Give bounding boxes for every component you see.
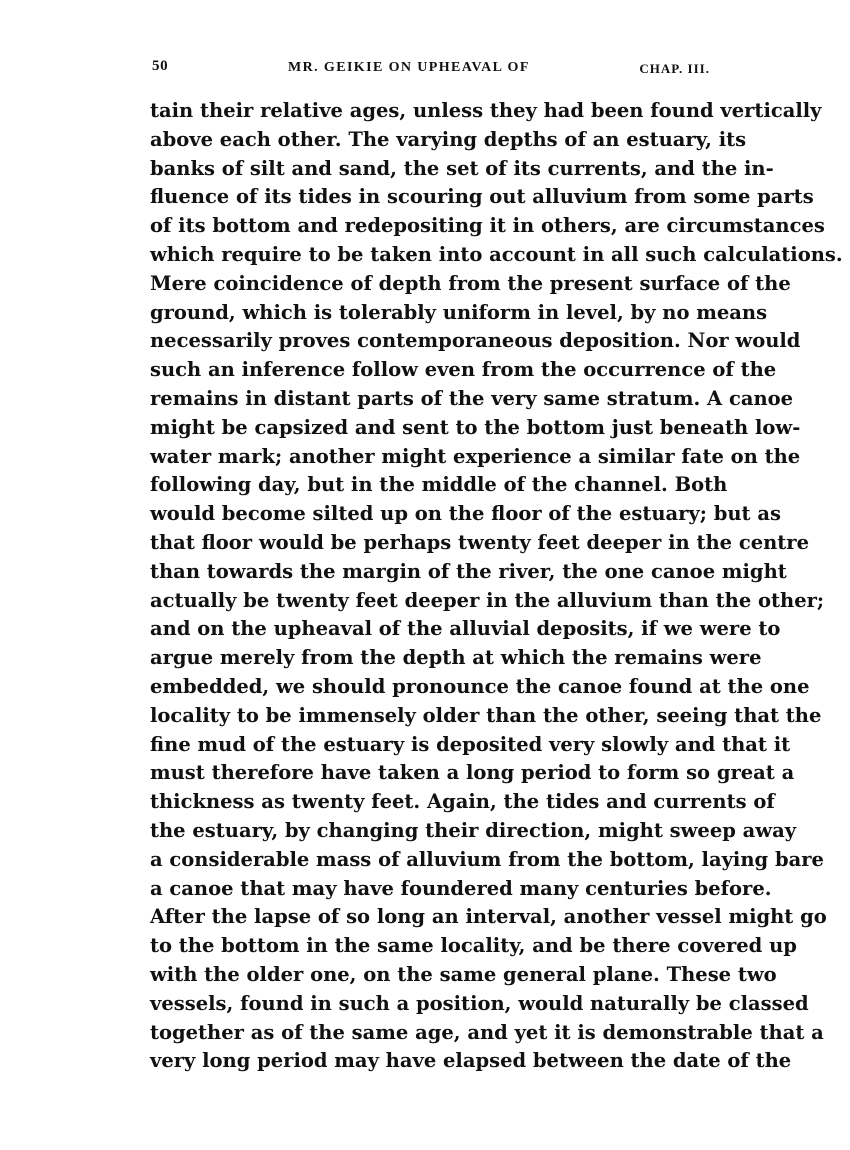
text-line: argue merely from the depth at which the remains were: [150, 646, 762, 670]
text-line: a canoe that may have foundered many centuries before.: [150, 876, 772, 900]
text-line: water mark; another might experience a similar fate on the: [150, 444, 801, 468]
text-line: actually be twenty feet deeper in the alluvium than the other;: [150, 588, 825, 612]
text-line: locality to be immensely older than the other, seeing that the: [150, 703, 822, 727]
text-line: necessarily proves contemporaneous deposition. Nor would: [150, 329, 801, 353]
text-line: and on the upheaval of the alluvial deposits, if we were to: [150, 617, 781, 641]
text-line: might be capsized and sent to the bottom just beneath low-: [150, 415, 801, 439]
text-line: tain their relative ages, unless they had been found vertically: [150, 99, 822, 122]
text-line: that floor would be perhaps twenty feet deeper in the centre: [150, 530, 809, 554]
text-line: vessels, found in such a position, would naturally be classed: [150, 991, 809, 1015]
running-head: [150, 56, 710, 80]
text-line: of its bottom and redepositing it in others, are circumstances: [150, 214, 825, 238]
text-line: banks of silt and sand, the set of its currents, and the in-: [150, 156, 774, 180]
text-line: above each other. The varying depths of an estuary, its: [150, 127, 747, 151]
chapter-label: CHAP. III.: [639, 61, 710, 76]
text-line: remains in distant parts of the very same stratum. A canoe: [150, 386, 794, 410]
text-line: fine mud of the estuary is deposited very slowly and that it: [150, 732, 791, 756]
text-line: embedded, we should pronounce the canoe found at the one: [150, 674, 810, 698]
text-line: must therefore have taken a long period to form so great a: [150, 761, 795, 785]
text-line: together as of the same age, and yet it is demonstrable that a: [150, 1020, 824, 1044]
text-line: following day, but in the middle of the channel. Both: [150, 473, 728, 497]
text-line: than towards the margin of the river, the one canoe might: [150, 559, 787, 583]
page-number: 50: [152, 58, 169, 74]
text-line: would become silted up on the floor of the estuary; but as: [150, 502, 781, 526]
text-line: the estuary, by changing their direction, might sweep away: [150, 818, 797, 842]
text-line: After the lapse of so long an interval, another vessel might go: [150, 905, 827, 929]
text-line: which require to be taken into account in all such calculations.: [150, 242, 843, 266]
running-title: MR. GEIKIE ON UPHEAVAL OF: [288, 60, 530, 75]
text-line: Mere coincidence of depth from the present surface of the: [150, 271, 791, 295]
text-line: ground, which is tolerably uniform in level, by no means: [150, 300, 768, 324]
text-line: thickness as twenty feet. Again, the tides and currents of: [150, 790, 775, 814]
text-line: with the older one, on the same general plane. These two: [150, 962, 777, 986]
text-line: fluence of its tides in scouring out alluvium from some parts: [150, 185, 814, 209]
body-text: [150, 97, 843, 1076]
text-line: very long period may have elapsed between the date of the: [150, 1049, 792, 1073]
text-line: to the bottom in the same locality, and be there covered up: [150, 934, 797, 958]
text-line: a considerable mass of alluvium from the bottom, laying bare: [150, 847, 824, 871]
text-line: such an inference follow even from the occurrence of the: [150, 358, 777, 382]
